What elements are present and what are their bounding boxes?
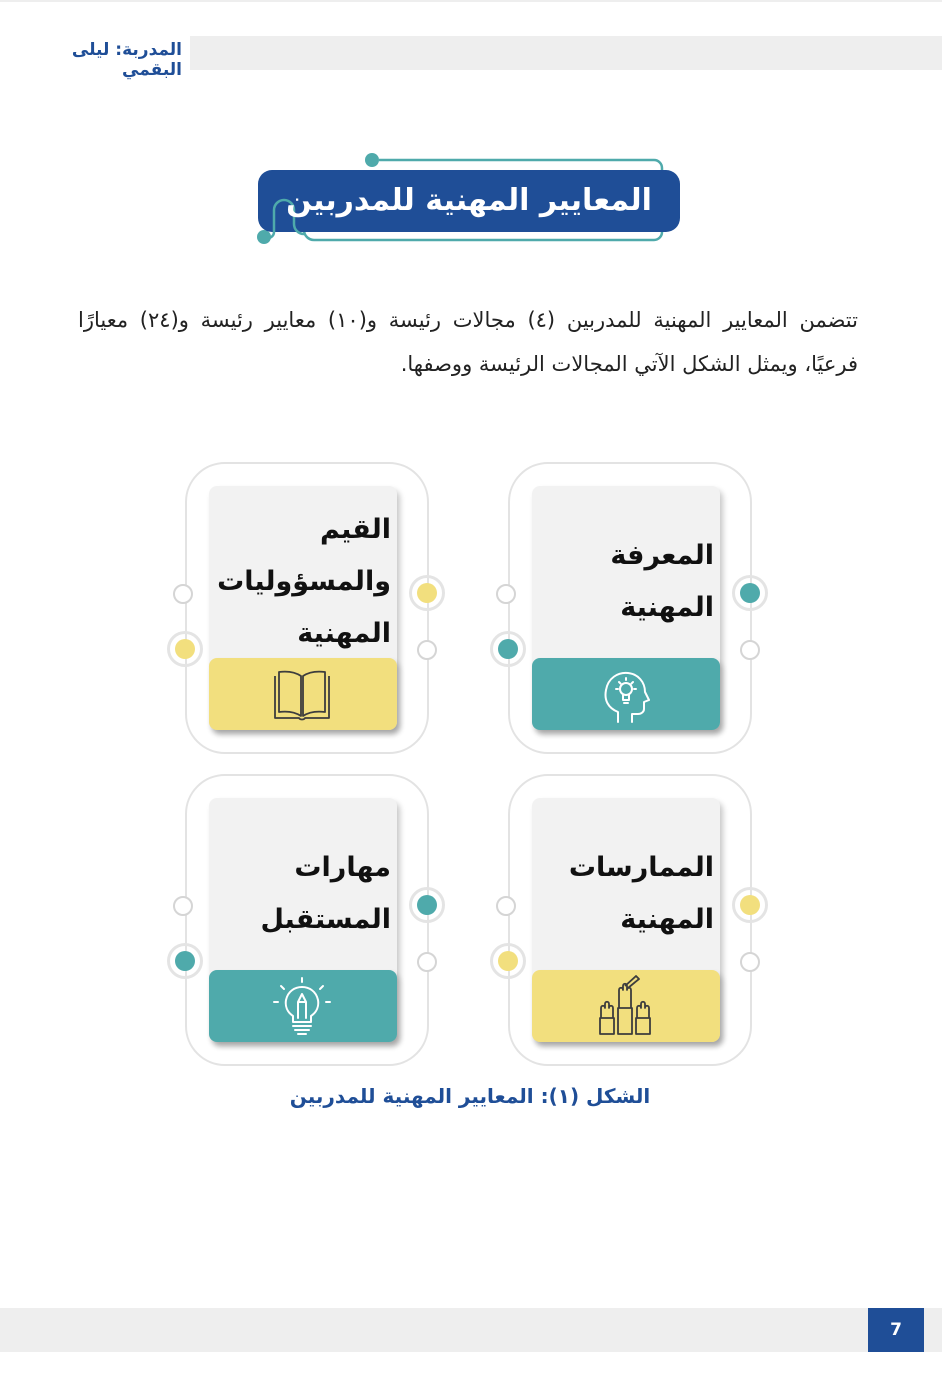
top-rule [0,0,942,2]
card-label-line: الممارسات [568,852,714,883]
header-bar [190,36,942,70]
connector-dot [740,952,760,972]
trainer-name: المدربة: ليلى البقمي [71,40,182,80]
card-footer [532,658,720,730]
card-label-line: المهنية [297,618,391,649]
connector-dot [496,896,516,916]
connector-dot-accent [167,943,203,979]
connector-dot-accent [490,631,526,667]
connector-dot [496,584,516,604]
connector-dot [740,640,760,660]
card-footer [209,658,397,730]
card-label-line: والمسؤوليات [217,566,391,597]
connector-dot [417,952,437,972]
intro-paragraph: تتضمن المعايير المهنية للمدربين (٤) مجالات رئيسة و(١٠) معايير رئيسة و(٢٤) معيارًا فرعيًا، ويمثل الشكل الآتي المجالات الرئيسة ووصفها. [78,308,858,376]
open-book-icon [269,662,335,728]
connector-dot [173,584,193,604]
card-label [542,502,714,662]
card-label [219,814,391,974]
connector-dot-accent [732,575,768,611]
card-professional-knowledge [508,462,752,754]
figure-caption: الشكل (١): المعايير المهنية للمدربين [289,1084,651,1108]
connector-dot-accent [732,887,768,923]
connector-dot-accent [490,943,526,979]
connector-dot-accent [409,887,445,923]
lightbulb-pencil-icon [269,974,335,1040]
page-title: المعايير المهنية للمدربين [286,183,652,218]
card-values-responsibilities [185,462,429,754]
card-label-line: المعرفة [610,540,714,571]
raised-hands-icon [592,974,658,1040]
page-number: 7 [868,1308,924,1352]
card-label-line: مهارات [294,852,391,883]
card-future-skills [185,774,429,1066]
card-label-line: المهنية [620,592,714,623]
card-footer [209,970,397,1042]
connector-dot [173,896,193,916]
connector-dot [417,640,437,660]
connector-dot-accent [409,575,445,611]
head-lightbulb-icon [592,662,658,728]
footer-bar [0,1308,942,1352]
card-label-line: المستقبل [260,904,391,935]
card-footer [532,970,720,1042]
connector-dot-accent [167,631,203,667]
card-label [542,814,714,974]
card-label-line: المهنية [620,904,714,935]
card-label [219,502,391,662]
card-label-line: القيم [319,514,391,545]
card-professional-practices [508,774,752,1066]
